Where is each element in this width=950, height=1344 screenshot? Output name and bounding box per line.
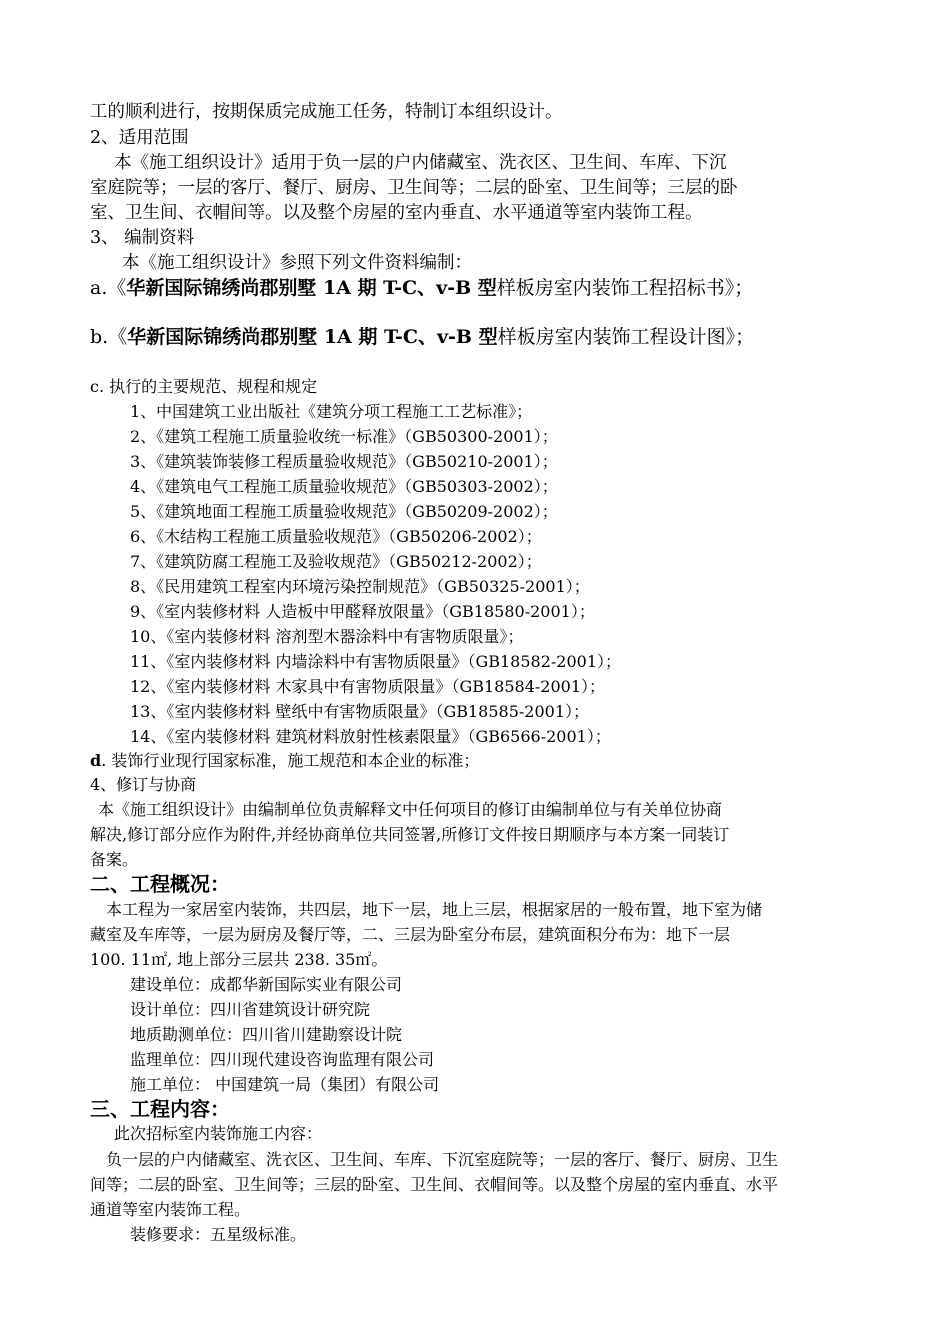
norm-item: 8、《民用建筑工程室内环境污染控制规范》（GB50325-2001）； [130, 577, 590, 596]
reference-a-suffix: 样板房室内装饰工程招标书》； [496, 277, 754, 299]
norm-item: 9、《室内装修材料 人造板中甲醛释放限量》（GB18580-2001）； [130, 602, 595, 621]
norm-item: 5、《建筑地面工程施工质量验收规范》（GB50209-2002）； [130, 502, 558, 521]
reference-a [90, 276, 753, 300]
section-2-heading: 2、适用范围 [90, 128, 189, 148]
norm-item: 11、《室内装修材料 内墙涂料中有害物质限量》（GB18582-2001）； [130, 652, 622, 671]
overview-heading: 二、工程概况： [90, 872, 230, 896]
intro-line: 工的顺利进行，按期保质完成施工任务，特制订本组织设计。 [90, 102, 563, 122]
unit-line: 地质勘测单位：四川省川建勘察设计院 [130, 1025, 403, 1044]
content-requirement: 装修要求：五星级标准。 [130, 1225, 307, 1244]
reference-d [90, 749, 479, 773]
norm-item: 1、中国建筑工业出版社《建筑分项工程施工工艺标准》； [130, 402, 533, 421]
section-2-line: 本《施工组织设计》适用于负一层的户内储藏室、洗衣区、卫生间、车库、下沉 [114, 153, 727, 173]
norm-item: 6、《木结构工程施工质量验收规范》（GB50206-2002）； [130, 527, 542, 546]
norm-item: 2、《建筑工程施工质量验收统一标准》（GB50300-2001）； [130, 427, 558, 446]
reference-a-prefix: a.《 [90, 277, 127, 299]
section-4-line: 解决,修订部分应作为附件,并经协商单位共同签署,所修订文件按日期顺序与本方案一同装订 [90, 825, 730, 844]
unit-line: 建设单位：成都华新国际实业有限公司 [130, 975, 403, 994]
norm-item: 12、《室内装修材料 木家具中有害物质限量》（GB18584-2001）； [130, 677, 606, 696]
content-line: 负一层的户内储藏室、洗衣区、卫生间、车库、下沉室庭院等；一层的客厅、餐厅、厨房、卫生 [106, 1150, 779, 1169]
overview-line: 100. 11㎡, 地上部分三层共 238. 35㎡。 [90, 950, 388, 969]
norm-item: 14、《室内装修材料 建筑材料放射性核素限量》（GB6566-2001）； [130, 727, 611, 746]
reference-b [90, 325, 754, 349]
content-line: 通道等室内装饰工程。 [90, 1200, 251, 1219]
reference-a-title: 华新国际锦绣尚郡别墅 1A 期 T-C、v-B 型 [126, 277, 497, 299]
unit-line: 施工单位： 中国建筑一局（集团）有限公司 [130, 1075, 440, 1094]
unit-line: 设计单位：四川省建筑设计研究院 [130, 1000, 371, 1019]
reference-b-title: 华新国际锦绣尚郡别墅 1A 期 T-C、v-B 型 [127, 326, 498, 348]
reference-d-label: d [90, 751, 102, 770]
content-heading: 三、工程内容： [90, 1097, 230, 1121]
unit-line: 监理单位：四川现代建设咨询监理有限公司 [130, 1050, 435, 1069]
content-intro: 此次招标室内装饰施工内容： [114, 1124, 323, 1143]
overview-line: 藏室及车库等，一层为厨房及餐厅等，二、三层为卧室分布层，建筑面积分布为：地下一层 [90, 925, 731, 944]
section-4-heading: 4、修订与协商 [90, 775, 197, 794]
section-2-line: 室庭院等；一层的客厅、餐厅、厨房、卫生间等；二层的卧室、卫生间等；三层的卧 [90, 178, 738, 198]
norm-item: 10、《室内装修材料 溶剂型木器涂料中有害物质限量》； [130, 627, 524, 646]
content-line: 间等；二层的卧室、卫生间等；三层的卧室、卫生间、衣帽间等。以及整个房屋的室内垂直、水平 [90, 1175, 779, 1194]
norm-item: 4、《建筑电气工程施工质量验收规范》（GB50303-2002）； [130, 477, 558, 496]
reference-d-text: . 装饰行业现行国家标准，施工规范和本企业的标准； [101, 751, 480, 770]
norm-item: 7、《建筑防腐工程施工及验收规范》（GB50212-2002）； [130, 552, 542, 571]
section-4-line: 备案。 [90, 850, 139, 869]
section-2-line: 室、卫生间、衣帽间等。以及整个房屋的室内垂直、水平通道等室内装饰工程。 [90, 203, 703, 223]
norm-item: 3、《建筑装饰装修工程质量验收规范》（GB50210-2001）； [130, 452, 558, 471]
reference-c-heading: c. 执行的主要规范、规程和规定 [90, 377, 318, 396]
overview-line: 本工程为一家居室内装饰，共四层，地下一层，地上三层，根据家居的一般布置，地下室为储 [106, 900, 763, 919]
reference-b-suffix: 样板房室内装饰工程设计图》； [497, 326, 755, 348]
norm-item: 13、《室内装修材料 壁纸中有害物质限量》（GB18585-2001）； [130, 702, 590, 721]
section-4-line: 本《施工组织设计》由编制单位负责解释文中任何项目的修订由编制单位与有关单位协商 [98, 800, 723, 819]
section-3-intro: 本《施工组织设计》参照下列文件资料编制： [122, 253, 472, 273]
section-3-heading: 3、 编制资料 [90, 228, 195, 248]
reference-b-prefix: b.《 [90, 326, 128, 348]
